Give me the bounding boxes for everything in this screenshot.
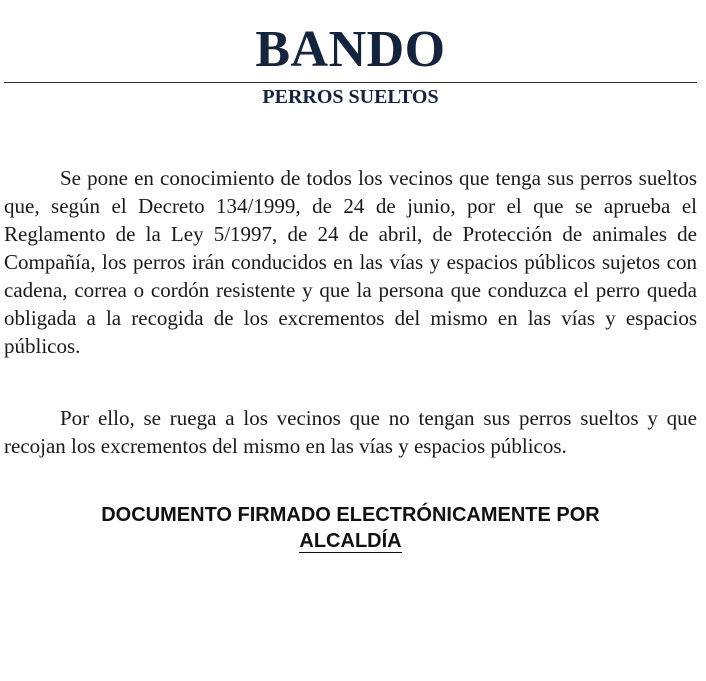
document-page (4, 0, 697, 554)
document-subtitle: PERROS SUELTOS (262, 86, 439, 108)
document-title: BANDO (255, 21, 446, 78)
body-paragraph-1: Se pone en conocimiento de todos los vecinos que tenga sus perros sueltos que, según el Decreto 134/1999, de 24 de junio, por el que se aprueba el Reglamento de la Ley 5/1997, de 24 de abril, de Protección de animales de Compañía, los perros irán conducidos en las vías y espacios públicos sujetos con cadena, correa o cordón resistente y que la persona que conduzca el perro queda obligada a la recogida de los excrementos del mismo en las vías y espacios públicos. (4, 166, 697, 358)
body-paragraph-2: Por ello, se ruega a los vecinos que no tengan sus perros sueltos y que recojan los excrementos del mismo en las vías y espacios públicos. (4, 406, 697, 458)
title-divider (4, 82, 697, 83)
signature-line: DOCUMENTO FIRMADO ELECTRÓNICAMENTE POR (101, 504, 600, 526)
signature-block (4, 502, 697, 554)
signatory-name: ALCALDÍA (299, 530, 402, 552)
